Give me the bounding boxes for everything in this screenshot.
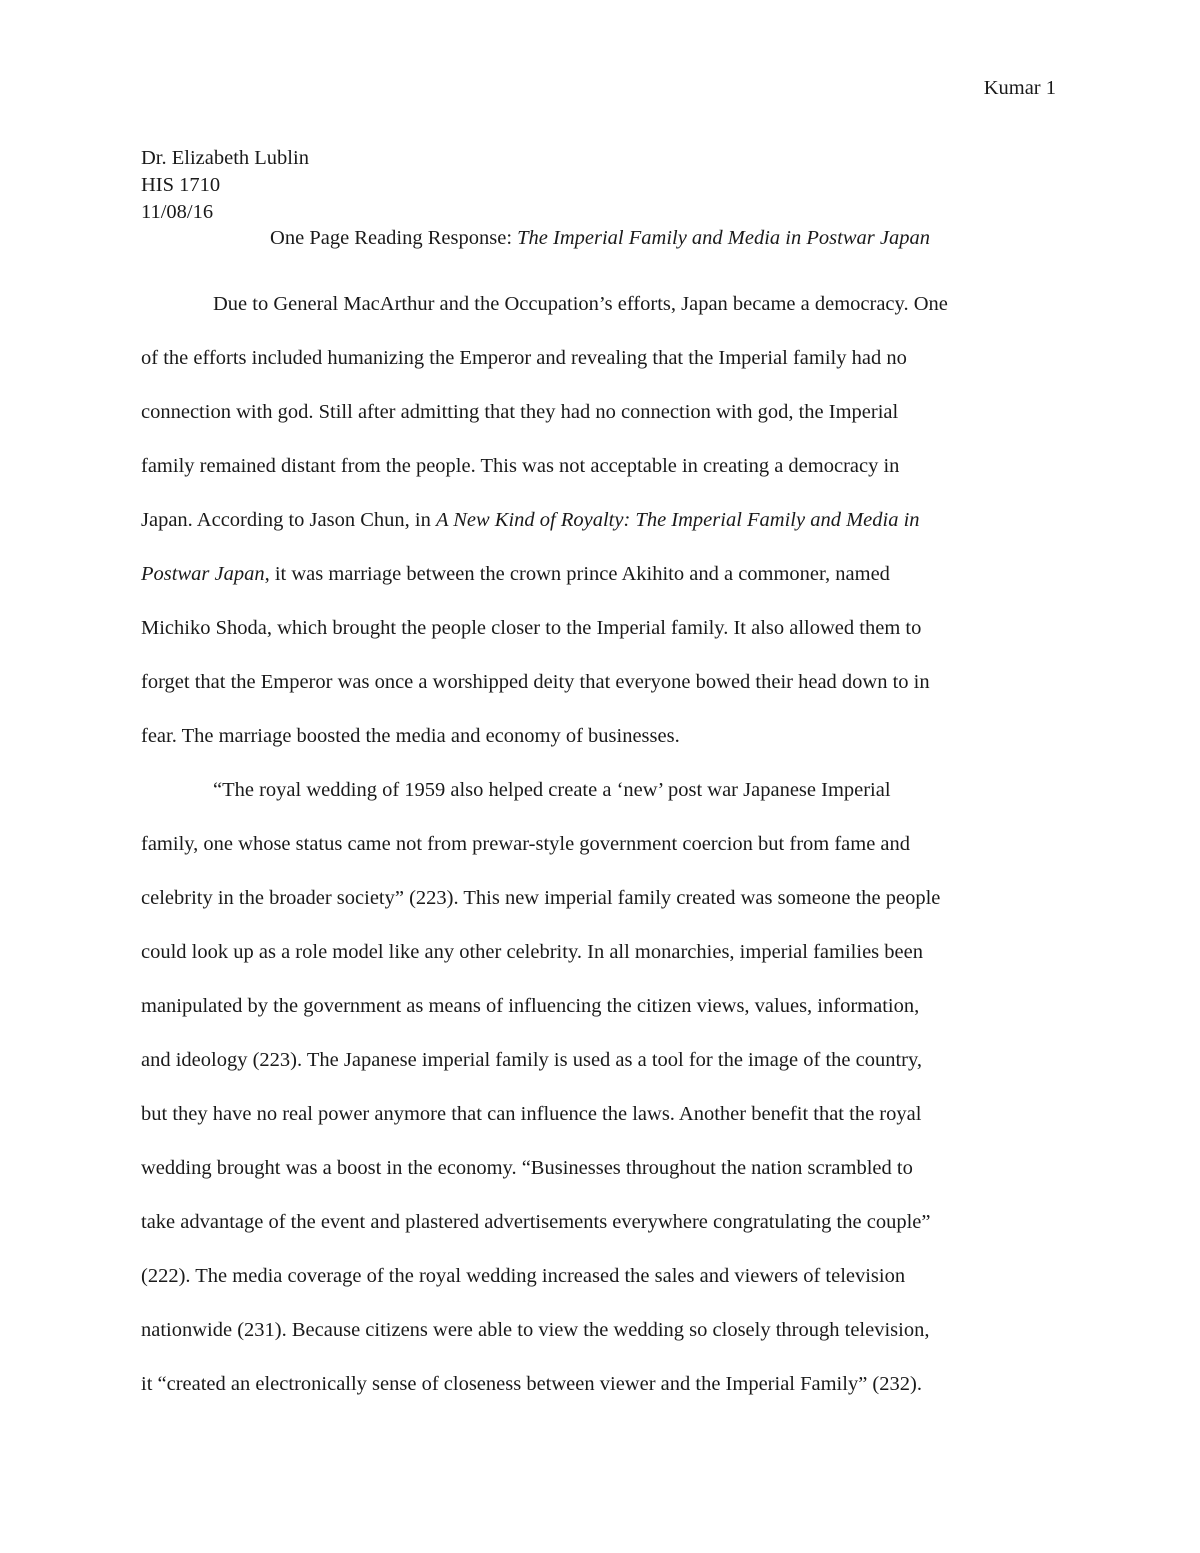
paragraph-line: of the efforts included humanizing the Emperor and revealing that the Imperial family had no xyxy=(141,347,907,369)
paragraph-line: take advantage of the event and plastered advertisements everywhere congratulating the couple” xyxy=(141,1211,931,1233)
paragraph-line: connection with god. Still after admitting that they had no connection with god, the Imperial xyxy=(141,401,899,423)
title-prefix: One Page Reading Response: xyxy=(270,227,518,249)
page-title xyxy=(0,226,1200,250)
paragraph-line: “The royal wedding of 1959 also helped create a ‘new’ post war Japanese Imperial xyxy=(213,779,891,801)
paragraph-line xyxy=(141,493,1059,547)
mla-heading xyxy=(141,145,309,226)
line-text: Japan. According to Jason Chun, in xyxy=(141,509,436,531)
paragraph-line: Due to General MacArthur and the Occupation’s efforts, Japan became a democracy. One xyxy=(213,293,948,315)
paragraph-line: it “created an electronically sense of closeness between viewer and the Imperial Family” (232). xyxy=(141,1373,922,1395)
paragraph-line: Michiko Shoda, which brought the people closer to the Imperial family. It also allowed them to xyxy=(141,617,922,639)
running-head: Kumar 1 xyxy=(983,77,1056,99)
book-title-italic: Postwar Japan xyxy=(141,563,265,585)
paragraph-line: nationwide (231). Because citizens were able to view the wedding so closely through television, xyxy=(141,1319,930,1341)
paragraph-line xyxy=(141,547,1059,601)
title-italic: The Imperial Family and Media in Postwar Japan xyxy=(517,227,930,249)
paragraph-line: but they have no real power anymore that can influence the laws. Another benefit that the royal xyxy=(141,1103,922,1125)
paragraph-line: and ideology (223). The Japanese imperial family is used as a tool for the image of the country, xyxy=(141,1049,923,1071)
paragraph-line: family remained distant from the people. This was not acceptable in creating a democracy in xyxy=(141,455,900,477)
paragraph-line: wedding brought was a boost in the economy. “Businesses throughout the nation scrambled to xyxy=(141,1157,913,1179)
paragraph-line: forget that the Emperor was once a worshipped deity that everyone bowed their head down to in xyxy=(141,671,930,693)
paragraph-line: family, one whose status came not from prewar-style government coercion but from fame and xyxy=(141,833,911,855)
paragraph-line: could look up as a role model like any other celebrity. In all monarchies, imperial families been xyxy=(141,941,923,963)
paragraph-line: (222). The media coverage of the royal wedding increased the sales and viewers of television xyxy=(141,1265,906,1287)
date: 11/08/16 xyxy=(141,201,214,223)
book-title-italic: A New Kind of Royalty: The Imperial Family and Media in xyxy=(435,509,920,531)
paragraph-line: fear. The marriage boosted the media and economy of businesses. xyxy=(141,725,680,747)
paragraph-line: celebrity in the broader society” (223). This new imperial family created was someone the people xyxy=(141,887,941,909)
instructor-name: Dr. Elizabeth Lublin xyxy=(141,147,309,169)
paragraph-line: manipulated by the government as means of influencing the citizen views, values, information, xyxy=(141,995,920,1017)
body-text xyxy=(141,277,1059,1411)
line-text: , it was marriage between the crown prince Akihito and a commoner, named xyxy=(264,563,890,585)
course-number: HIS 1710 xyxy=(141,174,221,196)
